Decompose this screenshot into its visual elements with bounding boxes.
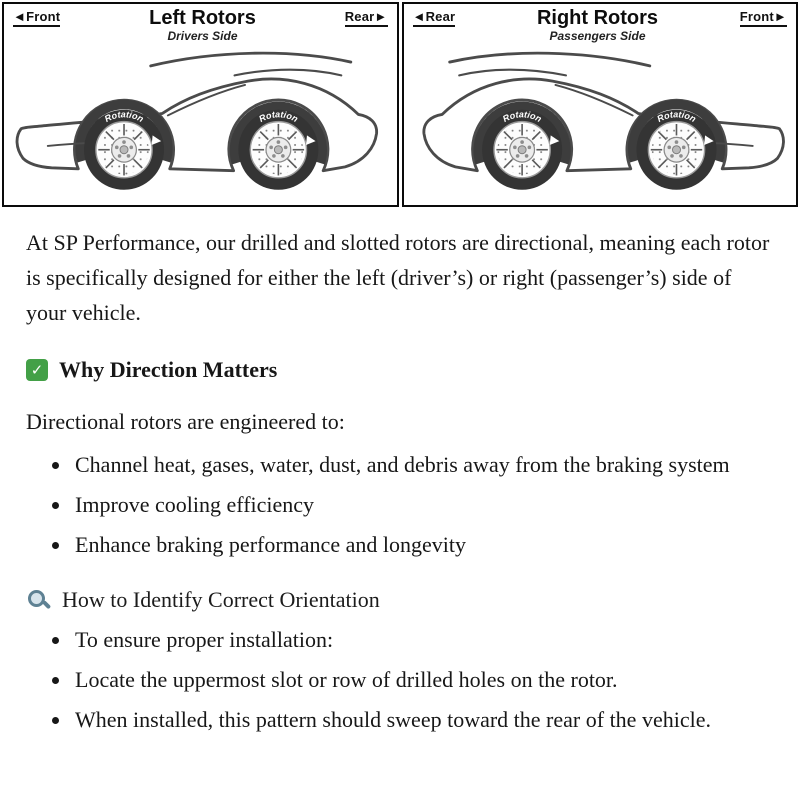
arrow-right-icon: ► [773, 9, 787, 24]
heading-text: Why Direction Matters [59, 356, 278, 382]
list-item: • When installed, this pattern should sweep toward the rear of the vehicle. [72, 703, 774, 736]
right-panel-title [455, 8, 739, 43]
left-panel-title [60, 8, 344, 43]
arrow-right-icon: ► [374, 9, 388, 24]
identify-orientation-list [26, 623, 774, 736]
rotor-direction-diagram [0, 0, 800, 207]
rear-arrow-label: Rear► [345, 9, 388, 27]
front-arrow-label: Front► [740, 9, 787, 27]
right-rotors-panel [402, 2, 799, 207]
identify-orientation-heading [26, 587, 774, 613]
car-body-mirrored [423, 53, 783, 190]
arrow-left-icon: ◄ [13, 9, 27, 24]
right-panel-header [404, 4, 797, 43]
list-item: • To ensure proper installation: [72, 623, 774, 656]
why-direction-heading [26, 357, 774, 383]
list-item: • Improve cooling efficiency [72, 488, 774, 521]
engineered-to-paragraph: Directional rotors are engineered to: [26, 408, 345, 434]
car-body [17, 53, 377, 190]
why-direction-list [26, 448, 774, 561]
article-content [0, 207, 800, 769]
panel-subtitle-text: Drivers Side [167, 29, 238, 43]
check-icon: ✓ [26, 359, 48, 381]
front-arrow-label: ◄Front [13, 9, 60, 27]
heading-text: How to Identify Correct Orientation [62, 586, 380, 612]
list-item: • Enhance braking performance and longevity [72, 528, 774, 561]
list-item: • Locate the uppermost slot or row of drilled holes on the rotor. [72, 663, 774, 696]
rear-arrow-label: ◄Rear [413, 9, 456, 27]
rotation-label: Rotation [654, 109, 698, 125]
intro-paragraph: At SP Performance, our drilled and slotted rotors are directional, meaning each rotor is specifically designed for either the left (driver’s) or right (passenger’s) side of your vehicle. [26, 230, 770, 326]
panel-subtitle-text: Passengers Side [549, 29, 646, 43]
arrow-left-icon: ◄ [412, 9, 426, 24]
rotation-label: Rotation [500, 109, 543, 125]
magnifier-icon [26, 588, 50, 612]
left-panel-header [4, 4, 397, 43]
panel-title-text: Left Rotors [149, 7, 256, 29]
panel-title-text: Right Rotors [536, 7, 659, 29]
left-rotors-panel [2, 2, 399, 207]
list-item: • Channel heat, gases, water, dust, and debris away from the braking system [72, 448, 774, 481]
car-diagram-right [404, 43, 797, 205]
rotation-label: Rotation [257, 109, 300, 125]
rotation-label: Rotation [102, 109, 146, 125]
car-diagram-left [4, 43, 397, 205]
